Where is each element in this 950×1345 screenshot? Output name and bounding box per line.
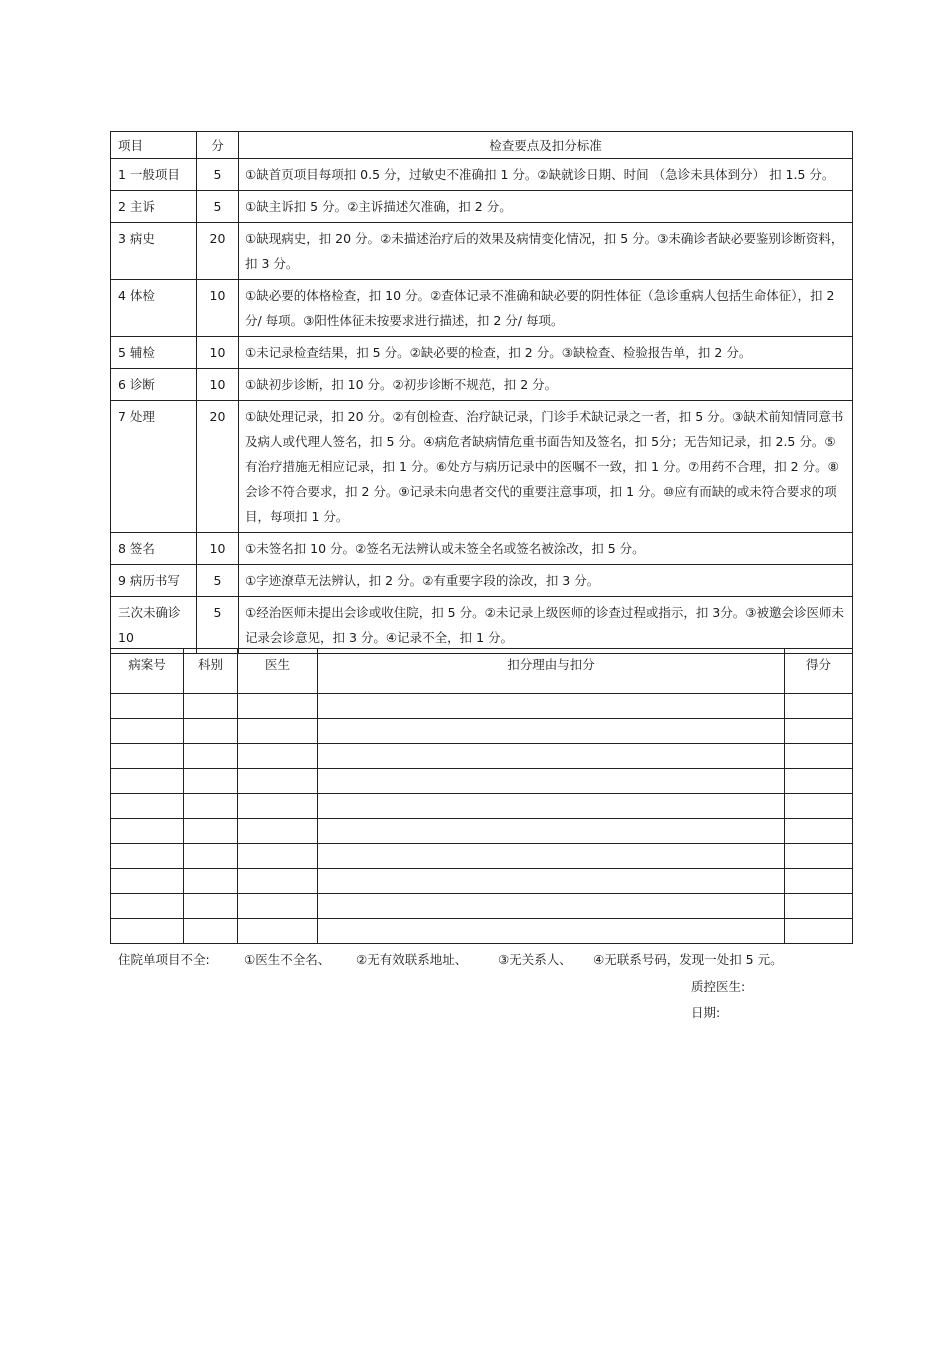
criteria-header-row xyxy=(111,132,853,159)
record-cell-doctor[interactable] xyxy=(238,694,318,719)
footer-note xyxy=(118,950,838,968)
criteria-item: 三次未确诊 10 xyxy=(111,597,197,654)
record-cell-score[interactable] xyxy=(785,769,853,794)
header-standard: 检查要点及扣分标准 xyxy=(239,132,853,159)
record-row xyxy=(111,869,853,894)
record-row xyxy=(111,769,853,794)
header-item: 项目 xyxy=(111,132,197,159)
qc-doctor-label: 质控医生: xyxy=(691,979,746,994)
criteria-standard: ①缺处理记录，扣 20 分。②有创检查、治疗缺记录，门诊手术缺记录之一者，扣 5 分。③缺术前知情同意书及病人或代理人签名，扣 5 分。④病危者缺病情危重书面告知及签名，扣 5分；无告知记录，扣 2.5 分。⑤有治疗措施无相应记录，扣 1 分。⑥处方与病历记录中的医嘱不一致，扣 1 分。⑦用药不合理，扣 2 分。⑧会诊不符合要求，扣 2 分。⑨记录未向患者交代的重要注意事项，扣 1 分。⑩应有而缺的或未符合要求的项目，每项扣 1 分。 xyxy=(239,401,853,533)
criteria-item: 7 处理 xyxy=(111,401,197,533)
record-cell-department[interactable] xyxy=(184,894,238,919)
criteria-standard: ①经治医师未提出会诊或收住院，扣 5 分。②未记录上级医师的诊查过程或指示，扣 3分。③被邀会诊医师未记录会诊意见，扣 3 分。④记录不全，扣 1 分。 xyxy=(239,597,853,654)
record-cell-score[interactable] xyxy=(785,744,853,769)
record-cell-doctor[interactable] xyxy=(238,869,318,894)
criteria-standard: ①缺现病史，扣 20 分。②未描述治疗后的效果及病情变化情况，扣 5 分。③未确诊者缺必要鉴别诊断资料，扣 3 分。 xyxy=(239,223,853,280)
criteria-score: 10 xyxy=(197,280,239,337)
header-department: 科别 xyxy=(184,649,238,694)
record-cell-doctor[interactable] xyxy=(238,769,318,794)
criteria-item: 3 病史 xyxy=(111,223,197,280)
criteria-standard: ①缺必要的体格检查，扣 10 分。②查体记录不准确和缺必要的阴性体征（急诊重病人包括生命体征），扣 2 分/ 每项。③阳性体征未按要求进行描述，扣 2 分/ 每项。 xyxy=(239,280,853,337)
header-score: 分 xyxy=(197,132,239,159)
record-header-row xyxy=(111,649,853,694)
record-cell-department[interactable] xyxy=(184,744,238,769)
criteria-standard: ①缺初步诊断，扣 10 分。②初步诊断不规范，扣 2 分。 xyxy=(239,369,853,401)
criteria-score: 10 xyxy=(197,337,239,369)
criteria-standard: ①未记录检查结果，扣 5 分。②缺必要的检查，扣 2 分。③缺检查、检验报告单，扣 2 分。 xyxy=(239,337,853,369)
record-cell-reason[interactable] xyxy=(318,744,785,769)
record-cell-department[interactable] xyxy=(184,794,238,819)
criteria-score: 10 xyxy=(197,369,239,401)
record-cell-department[interactable] xyxy=(184,869,238,894)
record-cell-score[interactable] xyxy=(785,844,853,869)
record-cell-doctor[interactable] xyxy=(238,719,318,744)
header-final-score: 得分 xyxy=(785,649,853,694)
header-reason: 扣分理由与扣分 xyxy=(318,649,785,694)
record-cell-case-no[interactable] xyxy=(111,769,184,794)
record-cell-doctor[interactable] xyxy=(238,844,318,869)
header-doctor: 医生 xyxy=(238,649,318,694)
criteria-item: 8 签名 xyxy=(111,533,197,565)
record-cell-department[interactable] xyxy=(184,844,238,869)
criteria-standard: ①未签名扣 10 分。②签名无法辨认或未签全名或签名被涂改，扣 5 分。 xyxy=(239,533,853,565)
record-cell-doctor[interactable] xyxy=(238,819,318,844)
record-table xyxy=(110,648,853,944)
criteria-row xyxy=(111,337,853,369)
record-cell-score[interactable] xyxy=(785,719,853,744)
record-cell-reason[interactable] xyxy=(318,844,785,869)
header-case-no: 病案号 xyxy=(111,649,184,694)
criteria-row xyxy=(111,191,853,223)
record-cell-reason[interactable] xyxy=(318,919,785,944)
criteria-standard: ①缺首页项目每项扣 0.5 分，过敏史不准确扣 1 分。②缺就诊日期、时间 （急诊未具体到分） 扣 1.5 分。 xyxy=(239,159,853,191)
record-cell-reason[interactable] xyxy=(318,694,785,719)
record-cell-case-no[interactable] xyxy=(111,919,184,944)
record-cell-case-no[interactable] xyxy=(111,844,184,869)
criteria-item: 5 辅检 xyxy=(111,337,197,369)
criteria-row xyxy=(111,597,853,654)
record-cell-reason[interactable] xyxy=(318,869,785,894)
criteria-row xyxy=(111,223,853,280)
record-row xyxy=(111,719,853,744)
footer-item: ①医生不全名、 xyxy=(244,952,331,967)
criteria-row xyxy=(111,280,853,337)
record-row xyxy=(111,794,853,819)
record-cell-reason[interactable] xyxy=(318,769,785,794)
footer-item: ②无有效联系地址、 xyxy=(356,952,468,967)
record-cell-reason[interactable] xyxy=(318,719,785,744)
record-cell-doctor[interactable] xyxy=(238,794,318,819)
record-row xyxy=(111,819,853,844)
criteria-standard: ①字迹潦草无法辨认，扣 2 分。②有重要字段的涂改，扣 3 分。 xyxy=(239,565,853,597)
record-body xyxy=(111,694,853,944)
record-cell-department[interactable] xyxy=(184,769,238,794)
criteria-row xyxy=(111,159,853,191)
criteria-item: 9 病历书写 xyxy=(111,565,197,597)
record-cell-department[interactable] xyxy=(184,919,238,944)
record-cell-score[interactable] xyxy=(785,819,853,844)
record-row xyxy=(111,844,853,869)
criteria-item: 6 诊断 xyxy=(111,369,197,401)
record-cell-reason[interactable] xyxy=(318,819,785,844)
record-cell-score[interactable] xyxy=(785,919,853,944)
record-cell-doctor[interactable] xyxy=(238,919,318,944)
criteria-score: 5 xyxy=(197,159,239,191)
criteria-row xyxy=(111,533,853,565)
date-label: 日期: xyxy=(691,1005,721,1020)
record-cell-department[interactable] xyxy=(184,819,238,844)
criteria-item: 4 体检 xyxy=(111,280,197,337)
criteria-score: 5 xyxy=(197,597,239,654)
record-row xyxy=(111,894,853,919)
criteria-item: 2 主诉 xyxy=(111,191,197,223)
record-cell-case-no[interactable] xyxy=(111,694,184,719)
criteria-table xyxy=(110,131,853,654)
record-cell-doctor[interactable] xyxy=(238,744,318,769)
record-cell-case-no[interactable] xyxy=(111,819,184,844)
criteria-row xyxy=(111,369,853,401)
criteria-score: 20 xyxy=(197,401,239,533)
footer-item: ④无联系号码，发现一处扣 5 元。 xyxy=(593,952,783,967)
record-cell-doctor[interactable] xyxy=(238,894,318,919)
footer-item: ③无关系人、 xyxy=(498,952,572,967)
criteria-row xyxy=(111,401,853,533)
criteria-score: 5 xyxy=(197,191,239,223)
criteria-item: 1 一般项目 xyxy=(111,159,197,191)
record-cell-case-no[interactable] xyxy=(111,794,184,819)
record-cell-case-no[interactable] xyxy=(111,719,184,744)
record-cell-reason[interactable] xyxy=(318,894,785,919)
record-cell-department[interactable] xyxy=(184,694,238,719)
record-cell-score[interactable] xyxy=(785,794,853,819)
footer-label: 住院单项目不全: xyxy=(118,952,210,967)
record-cell-score[interactable] xyxy=(785,869,853,894)
criteria-score: 10 xyxy=(197,533,239,565)
record-cell-score[interactable] xyxy=(785,894,853,919)
criteria-score: 5 xyxy=(197,565,239,597)
record-cell-case-no[interactable] xyxy=(111,744,184,769)
criteria-row xyxy=(111,565,853,597)
criteria-body xyxy=(111,159,853,654)
record-cell-case-no[interactable] xyxy=(111,894,184,919)
record-cell-department[interactable] xyxy=(184,719,238,744)
record-row xyxy=(111,694,853,719)
record-cell-score[interactable] xyxy=(785,694,853,719)
criteria-score: 20 xyxy=(197,223,239,280)
record-cell-case-no[interactable] xyxy=(111,869,184,894)
criteria-standard: ①缺主诉扣 5 分。②主诉描述欠准确，扣 2 分。 xyxy=(239,191,853,223)
record-row xyxy=(111,919,853,944)
record-row xyxy=(111,744,853,769)
record-cell-reason[interactable] xyxy=(318,794,785,819)
